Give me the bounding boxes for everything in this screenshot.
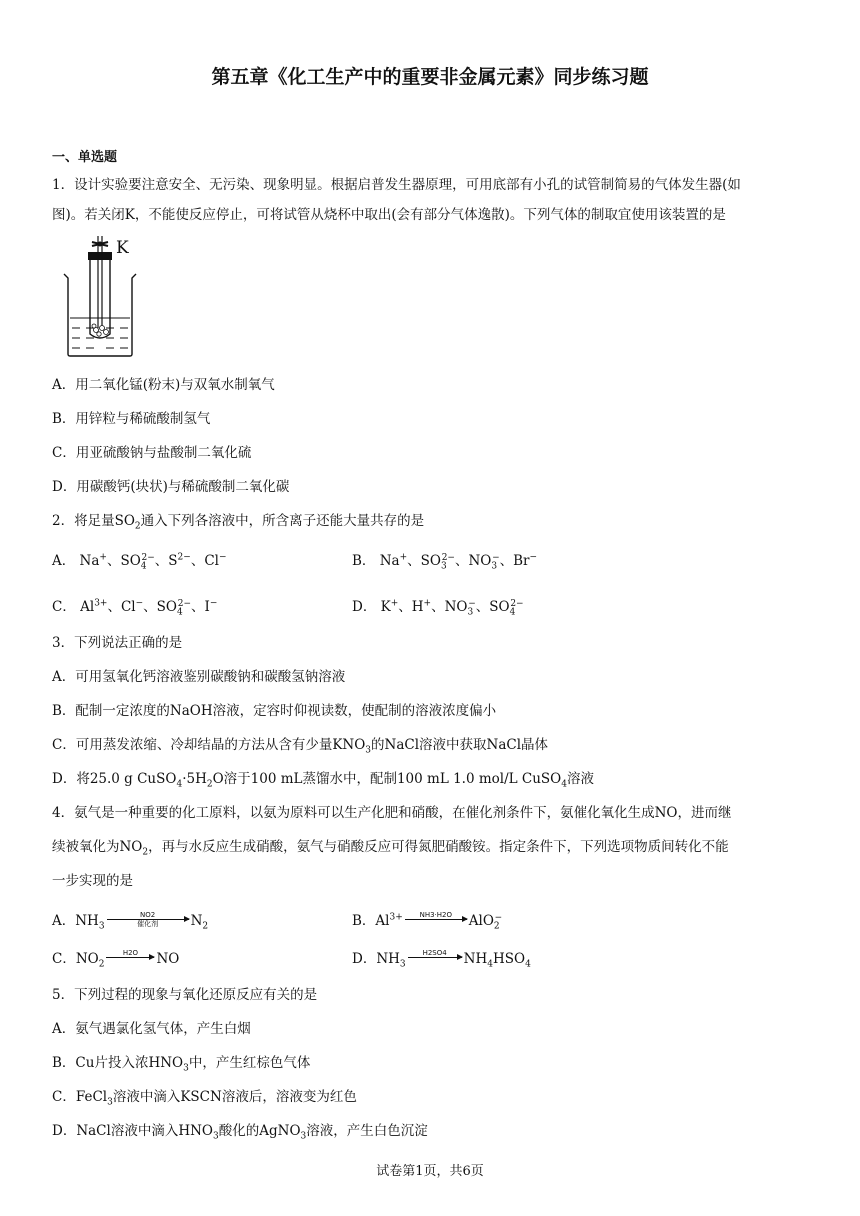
q3-d-part1: D．将25.0 g CuSO	[52, 771, 177, 787]
q4-option-d: D．$NH_3$ H2SO4 $NH_4HSO_4$	[352, 949, 531, 970]
q4-option-b: B．$Al^{3+}$ NH3·H2O AlO$_2$−	[352, 911, 503, 932]
page-title: 第五章《化工生产中的重要非金属元素》同步练习题	[211, 66, 649, 88]
q1-stem-line2: 图)。若关闭K，不能使反应停止，可将试管从烧杯中取出(会有部分气体逸散)。下列气体的制取宜使用该装置的是	[52, 207, 726, 223]
q5-option-b: B．Cu片投入浓$HNO_3$中，产生红棕色气体	[52, 1055, 311, 1074]
q1-option-c: C．用亚硫酸钠与盐酸制二氧化硫	[52, 445, 252, 461]
q3-c-sub: 3	[365, 745, 372, 756]
q3-d-part3: O溶于100 mL蒸馏水中，配制100 mL 1.0 mol/L CuSO	[212, 771, 562, 787]
reaction-arrow	[408, 949, 462, 966]
q5-option-d: D．NaCl溶液中滴入$HNO_3$酸化的AgNO$_3$溶液，产生白色沉淀	[52, 1123, 428, 1142]
q5-option-c: C．FeCl$_3$溶液中滴入KSCN溶液后，溶液变为红色	[52, 1089, 357, 1108]
arrow-condition-above: NH3·H2O	[419, 911, 452, 919]
apparatus-figure	[60, 232, 140, 366]
arrow-condition-above: NO2	[139, 911, 156, 919]
q3-option-c	[52, 736, 548, 754]
q5-d-pre: D．NaCl溶液中滴入HNO	[52, 1123, 213, 1139]
q2-option-a: A． Na+、$SO_4^{2-}$、$S^{2-}$、Cl−	[52, 552, 227, 572]
q1-option-d: D．用碳酸钙(块状)与稀硫酸制二氧化碳	[52, 479, 290, 495]
q5-d-post: 溶液，产生白色沉淀	[306, 1123, 428, 1139]
q2-stem	[52, 512, 424, 530]
q3-stem: 3．下列说法正确的是	[52, 635, 183, 651]
q1-option-a: A．用二氧化锰(粉末)与双氧水制氧气	[52, 377, 275, 393]
q3-c-pre: C．可用蒸发浓缩、冷却结晶的方法从含有少量KNO	[52, 737, 366, 753]
q2-stem-sub: 2	[134, 521, 141, 532]
q3-option-a: A．可用氢氧化钙溶液鉴别碳酸钠和碳酸氢钠溶液	[52, 669, 346, 685]
q5-option-a: A．氨气遇氯化氢气体，产生白烟	[52, 1021, 251, 1037]
q4-stem-line2: 续被氧化为$NO_2$，再与水反应生成硝酸，氨气与硝酸反应可得氮肥硝酸铵。指定条件下，下列选项物质间转化不能	[52, 839, 729, 858]
q3-option-d: D．将25.0 g $CuSO_4\cdot 5H_2O$溶于100 mL蒸馏水中，配制100 mL 1.0 mol/L CuSO$_4$溶液	[52, 771, 594, 790]
q5-stem: 5．下列过程的现象与氧化还原反应有关的是	[52, 987, 318, 1003]
q4-stem-line3: 一步实现的是	[52, 873, 133, 889]
q1-stem-line1: 1．设计实验要注意安全、无污染、现象明显。根据启普发生器原理，可用底部有小孔的试管制简易的气体发生器(如	[52, 177, 741, 193]
arrow-condition-above: H2O	[122, 949, 139, 957]
q4-option-c: C．$NO_2$ H2O NO	[52, 949, 180, 970]
q3-d-part4: 溶液	[566, 771, 594, 787]
q2-option-b: B． Na+、$SO_3^{2-}$、$NO_3^-$、Br−	[352, 552, 538, 572]
page-footer: 试卷第1页，共6页	[376, 1164, 484, 1179]
q4-line2-pre: 续被氧化为NO	[52, 839, 143, 855]
q5-b-pre: B．Cu片投入浓HNO	[52, 1055, 184, 1071]
q2-stem-pre: 2．将足量SO	[52, 513, 135, 529]
q3-option-b: B．配制一定浓度的NaOH溶液，定容时仰视读数，使配制的溶液浓度偏小	[52, 703, 497, 719]
reaction-arrow	[107, 911, 189, 928]
q3-d-part2: ·5H	[182, 771, 207, 787]
reaction-arrow	[106, 949, 154, 966]
q5-d-mid: 酸化的AgNO	[218, 1123, 301, 1139]
q4-line2-post: ，再与水反应生成硝酸，氨气与硝酸反应可得氮肥硝酸铵。指定条件下，下列选项物质间转化不能	[148, 839, 729, 855]
figure-label-k: K	[116, 238, 129, 258]
q2-stem-post: 通入下列各溶液中，所含离子还能大量共存的是	[140, 513, 425, 529]
q4-option-a: A．$NH_3$ NO2 催化剂 $N_2$	[52, 911, 209, 932]
q5-c-post: 溶液中滴入KSCN溶液后，溶液变为红色	[112, 1089, 357, 1105]
arrow-condition-below: 催化剂	[137, 920, 159, 928]
q3-c-post: 的NaCl溶液中获取NaCl晶体	[371, 737, 549, 753]
q5-c-pre: C．FeCl	[52, 1089, 108, 1105]
q2-option-c: C． $Al^{3+}$、Cl−、$SO_4^{2-}$、I−	[52, 598, 218, 618]
q2-option-d: D． K+、H+、$NO_3^-$、$SO_4^{2-}$	[352, 598, 524, 618]
arrow-condition-above: H2SO4	[422, 949, 447, 957]
section-heading: 一、单选题	[52, 150, 118, 165]
q5-b-post: 中，产生红棕色气体	[188, 1055, 311, 1071]
q1-option-b: B．用锌粒与稀硫酸制氢气	[52, 411, 211, 427]
reaction-arrow	[405, 911, 467, 928]
q4-stem-line1: 4．氨气是一种重要的化工原料，以氨为原料可以生产化肥和硝酸，在催化剂条件下，氨催化氧化生成NO，进而继	[52, 805, 732, 821]
